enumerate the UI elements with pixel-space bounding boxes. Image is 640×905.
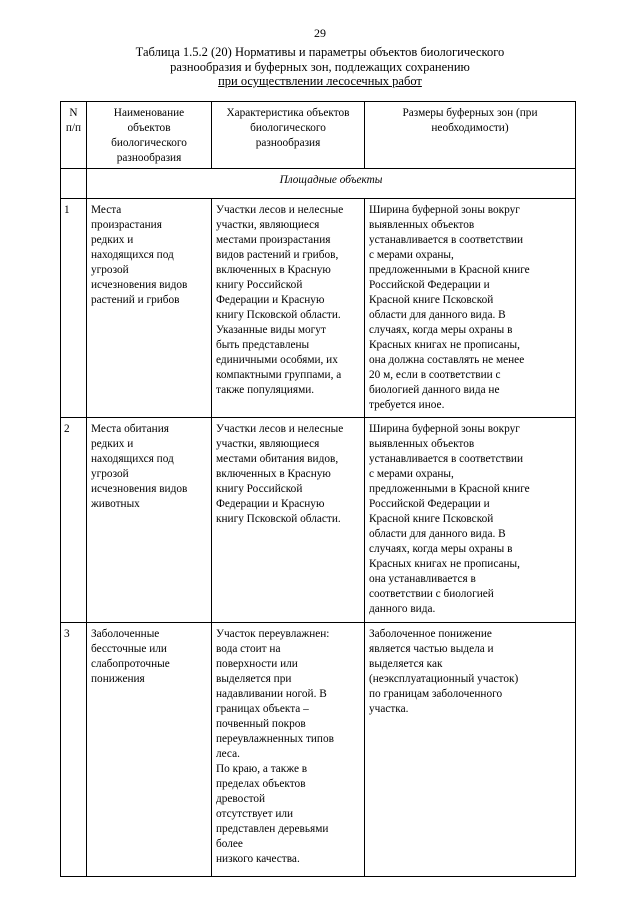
section-row: [61, 169, 576, 199]
table-row: [61, 199, 576, 418]
caption-line-3: при осуществлении лесосечных работ: [218, 74, 422, 88]
header-number: N п/п: [61, 102, 87, 169]
table-row: [61, 623, 576, 877]
row-object-name: Заболоченные бессточные или слабопроточные понижения: [87, 623, 212, 877]
row-number: 3: [61, 623, 87, 877]
row-characteristic: Участки лесов и нелесные участки, являющиеся местами произрастания видов растений и грибов, включенных в Красную книгу Российской Федерации и Красную книгу Псковской области. Указанные виды могут быть представлены единичными особями, их компактными группами, а также популяциями.: [212, 199, 365, 418]
caption-line-1: Таблица 1.5.2 (20) Нормативы и параметры объектов биологического: [135, 45, 505, 59]
section-blank-cell: [61, 169, 87, 199]
header-characteristic: Характеристика объектов биологического разнообразия: [212, 102, 365, 169]
row-buffer-size: Заболоченное понижение является частью выдела и выделяется как (неэксплуатационный участок) по границам заболоченного участка.: [365, 623, 576, 877]
header-name: Наименование объектов биологического разнообразия: [87, 102, 212, 169]
row-buffer-size: Ширина буферной зоны вокруг выявленных объектов устанавливается в соответствии с мерами охраны, предложенными в Красной книге Российской Федерации и Красной книге Псковской области для данного вида. В случаях, когда меры охраны в Красных книгах не прописаны, она устанавливается в соответствии с биологией данного вида.: [365, 418, 576, 623]
row-object-name: Места обитания редких и находящихся под угрозой исчезновения видов животных: [87, 418, 212, 623]
section-title: Площадные объекты: [87, 169, 576, 199]
table-header-row: [61, 102, 576, 169]
page-number: 29: [314, 26, 326, 40]
row-buffer-size: Ширина буферной зоны вокруг выявленных объектов устанавливается в соответствии с мерами охраны, предложенными в Красной книге Российской Федерации и Красной книге Псковской области для данного вида. В случаях, когда меры охраны в Красных книгах не прописаны, она должна составлять не менее 20 м, если в соответствии с биологией данного вида не требуется иное.: [365, 199, 576, 418]
biodiversity-table: [60, 101, 576, 877]
row-number: 1: [61, 199, 87, 418]
row-object-name: Места произрастания редких и находящихся под угрозой исчезновения видов растений и грибов: [87, 199, 212, 418]
table-caption: [70, 45, 570, 89]
row-characteristic: Участки лесов и нелесные участки, являющиеся местами обитания видов, включенных в Красную книгу Российской Федерации и Красную книгу Псковской области.: [212, 418, 365, 623]
table-row: [61, 418, 576, 623]
row-characteristic: Участок переувлажнен: вода стоит на поверхности или выделяется при надавливании ногой. В границах объекта – почвенный покров переувлажненных типов леса. По краю, а также в пределах объектов древостой отсутствует или представлен деревьями более низкого качества.: [212, 623, 365, 877]
row-number: 2: [61, 418, 87, 623]
caption-line-2: разнообразия и буферных зон, подлежащих сохранению: [170, 59, 470, 74]
header-buffer-size: Размеры буферных зон (при необходимости): [365, 102, 576, 169]
